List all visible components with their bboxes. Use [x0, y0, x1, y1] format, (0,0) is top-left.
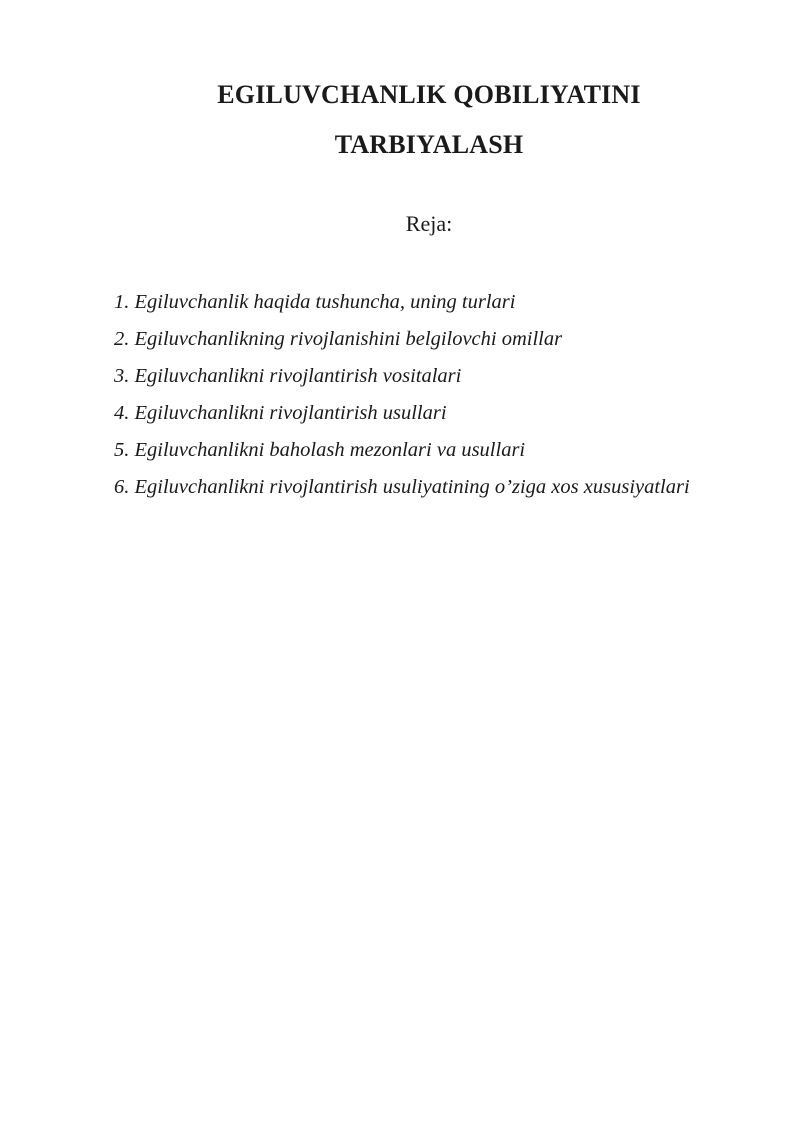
- plan-item-3: 3. Egiluvchanlikni rivojlantirish vositalari: [114, 365, 462, 387]
- plan-list: [114, 284, 690, 506]
- plan-item-5: 5. Egiluvchanlikni baholash mezonlari va usullari: [114, 439, 526, 461]
- document-title-line-2: TARBIYALASH: [334, 130, 524, 159]
- plan-heading: Reja:: [405, 211, 453, 236]
- plan-item-1: 1. Egiluvchanlik haqida tushuncha, uning turlari: [114, 291, 516, 313]
- document-title-line-1: EGILUVCHANLIK QOBILIYATINI: [217, 80, 641, 109]
- plan-item-4: 4. Egiluvchanlikni rivojlantirish usullari: [114, 402, 447, 424]
- plan-item-2: 2. Egiluvchanlikning rivojlanishini belgilovchi omillar: [114, 328, 563, 350]
- plan-item-6: 6. Egiluvchanlikni rivojlantirish usuliyatining o’ziga xos xususiyatlari: [114, 476, 690, 498]
